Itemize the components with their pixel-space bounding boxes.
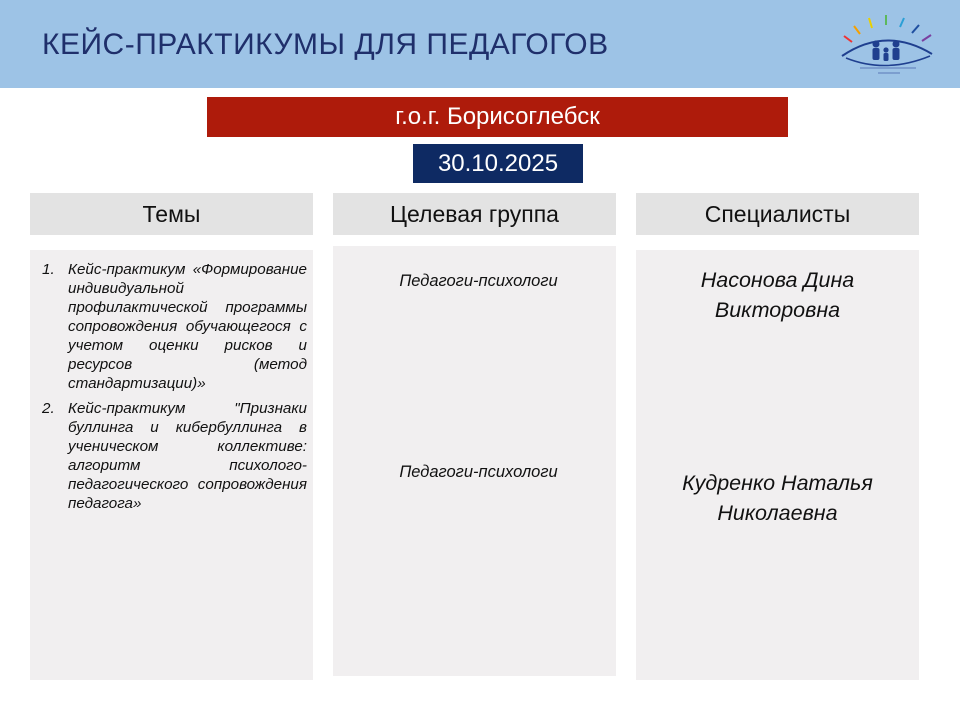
specialist-1 xyxy=(636,265,919,325)
family-eye-logo-icon xyxy=(838,12,942,80)
topic-text: Кейс-практикум «Формирование индивидуальной профилактической программы сопровождения обучающегося с учетом оценки рисков и ресурсов (метод стандартизации)» xyxy=(68,261,307,392)
location-banner: г.о.г. Борисоглебск xyxy=(207,97,788,137)
target-group-panel xyxy=(333,246,616,676)
column-header-target-group: Целевая группа xyxy=(333,193,616,235)
specialist-2-patronymic: Николаевна xyxy=(717,501,838,525)
topic-text: Кейс-практикум "Признаки буллинга и кибербуллинга в ученическом коллективе: алгоритм психолого-педагогического сопровождения педагога» xyxy=(68,400,307,512)
date-badge: 30.10.2025 xyxy=(413,144,583,183)
column-header-specialists: Специалисты xyxy=(636,193,919,235)
specialist-1-patronymic: Викторовна xyxy=(714,298,841,322)
page-title: КЕЙС-ПРАКТИКУМЫ ДЛЯ ПЕДАГОГОВ xyxy=(42,28,609,61)
specialist-2 xyxy=(636,468,919,528)
topic-number: 1. xyxy=(42,261,55,278)
target-group-1: Педагоги-психологи xyxy=(399,272,558,290)
header-bar xyxy=(0,0,960,88)
specialist-1-name: Насонова Дина xyxy=(700,268,855,292)
column-header-topics: Темы xyxy=(30,193,313,235)
target-group-2: Педагоги-психологи xyxy=(399,463,558,481)
list-item xyxy=(42,260,307,393)
topics-list xyxy=(30,250,313,680)
list-item xyxy=(42,399,307,513)
specialist-2-name: Кудренко Наталья xyxy=(682,471,873,495)
topic-number: 2. xyxy=(42,400,55,417)
